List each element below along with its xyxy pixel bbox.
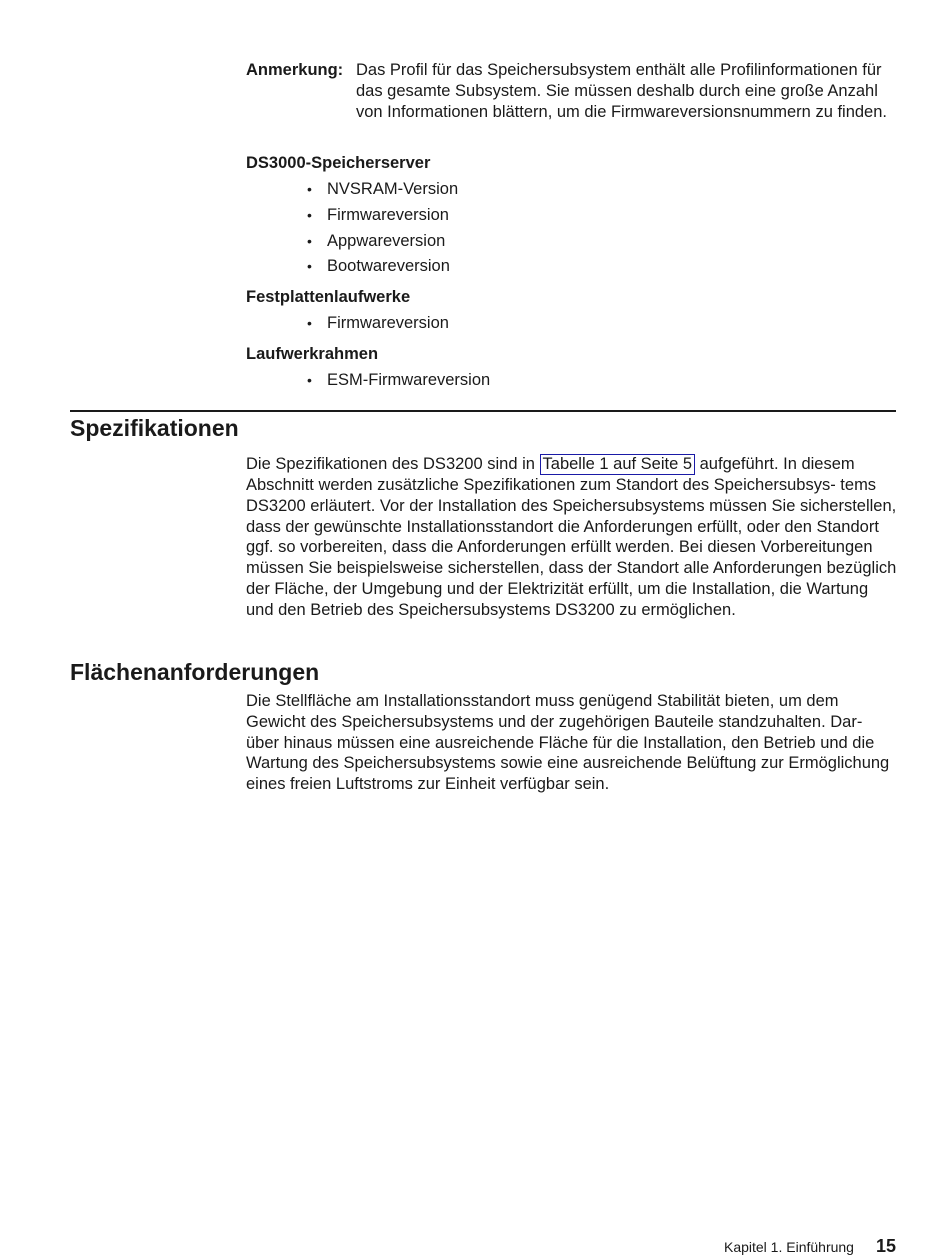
- bullet-icon: •: [307, 315, 312, 331]
- list-item: [307, 313, 449, 333]
- list-item: [307, 231, 445, 251]
- footer-chapter: Kapitel 1. Einführung: [723, 1239, 854, 1255]
- bullet-icon: •: [307, 258, 312, 274]
- list-item-label: Appwareversion: [327, 232, 446, 250]
- list-item-label: NVSRAM-Version: [327, 180, 459, 198]
- group-heading-laufwerkrahmen: Laufwerkrahmen: [246, 345, 379, 363]
- page-number: 15: [875, 1236, 896, 1256]
- spec-paragraph: [246, 454, 898, 621]
- bullet-icon: •: [307, 181, 312, 197]
- list-item: [307, 256, 450, 276]
- group-heading-ds3000: DS3000-Speicherserver: [246, 154, 431, 172]
- note-label: Anmerkung:: [246, 61, 344, 79]
- list-item-label: ESM-Firmwareversion: [327, 371, 491, 389]
- group-heading-festplatten: Festplattenlaufwerke: [246, 288, 411, 306]
- list-item: [307, 205, 449, 225]
- page-footer: [724, 1236, 896, 1257]
- list-item-label: Firmwareversion: [327, 314, 449, 332]
- list-item-label: Firmwareversion: [327, 206, 449, 224]
- bullet-icon: •: [307, 207, 312, 223]
- section-divider: [70, 410, 896, 412]
- note-text: Das Profil für das Speichersubsystem enthält alle Profilinformationen für das gesamte Subsystem. Sie müssen deshalb durch eine große Anzahl von Informationen blättern, um die Firmwareversionsnummern zu finden.: [356, 61, 887, 121]
- note-block: [246, 60, 906, 122]
- section-title-spezifikationen: Spezifikationen: [70, 415, 239, 441]
- list-item-label: Bootwareversion: [327, 257, 450, 275]
- section-title-flaechenanforderungen: Flächenanforderungen: [70, 659, 320, 685]
- table-reference-link[interactable]: Tabelle 1 auf Seite 5: [540, 454, 696, 475]
- bullet-icon: •: [307, 372, 312, 388]
- area-paragraph: Die Stellfläche am Installationsstandort muss genügend Stabilität bieten, um dem Gewicht des Speichersubsystems und der zugehörigen Bauteile standzuhalten. Dar- über hinaus müssen eine ausreichende Fläche für die Installation, den Betrieb und die Wartung des Speichersubsystems sowie eine ausreichende Belüftung zur Ermöglichung eines freien Luftstroms zur Einheit verfügbar sein.: [246, 692, 890, 794]
- list-item: [307, 179, 458, 199]
- spec-text-before: Die Spezifikationen des DS3200 sind in: [246, 455, 540, 473]
- bullet-icon: •: [307, 233, 312, 249]
- list-item: [307, 370, 490, 390]
- spec-text-after: aufgeführt. In diesem Abschnitt werden zusätzliche Spezifikationen zum Standort des Speichersubsys- tems DS3200 erläutert. Vor der Installation des Speichersubsystems müssen Sie sicherstellen, dass der gewünschte Installationsstandort die Anforderungen erfüllt, oder den Standort ggf. so vorbereiten, dass die Anforderungen erfüllt werden. Bei diesen Vorbereitungen müssen Sie beispielsweise sicherstellen, dass der Standort alle Anforderungen bezüglich der Fläche, der Umgebung und der Elektrizität erfüllt, um die Installation, die Wartung und den Betrieb des Speichersubsystems DS3200 zu ermöglichen.: [246, 455, 897, 619]
